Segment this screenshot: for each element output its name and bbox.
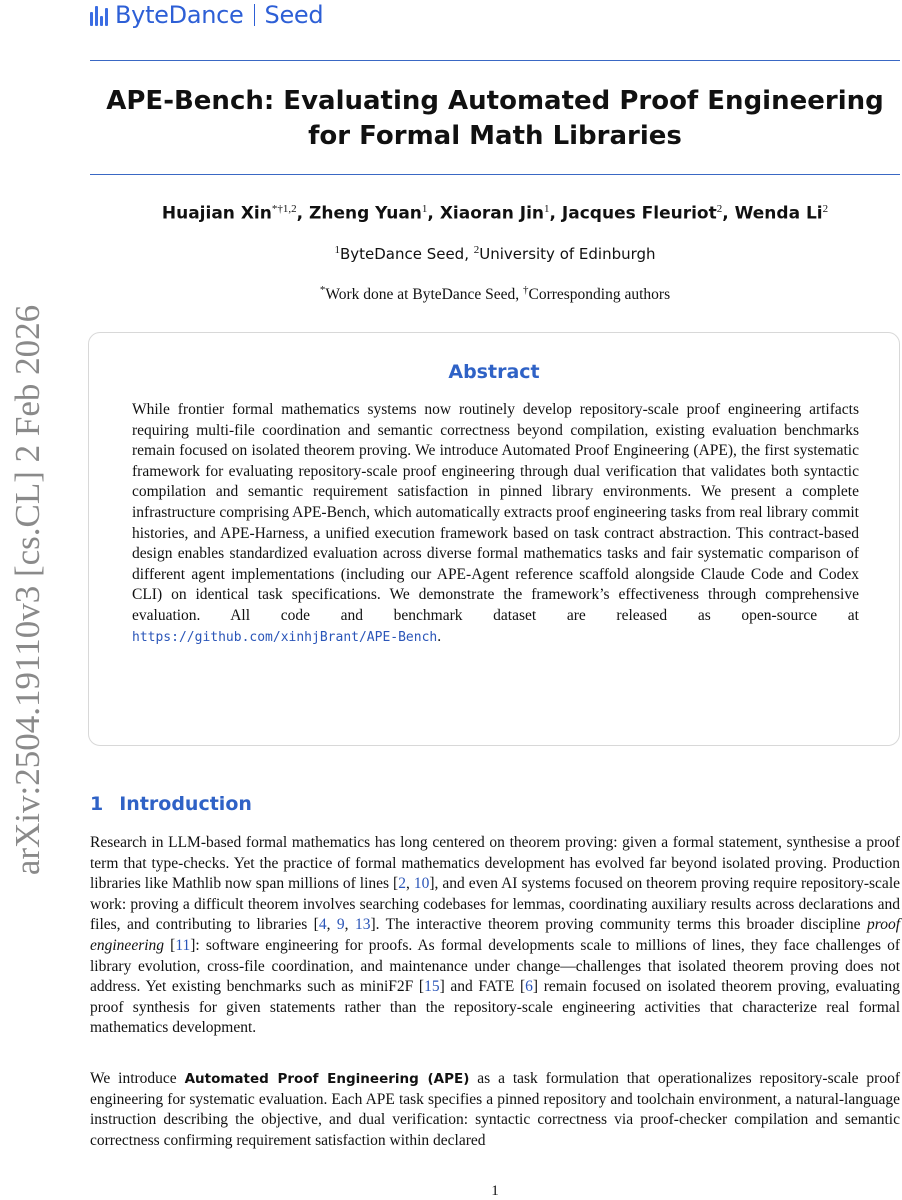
affiliations: $^1$ByteDance Seed, $^2$University of Edinburgh (334, 244, 656, 263)
section-heading (90, 793, 252, 815)
text-run: ] and FATE [ (439, 978, 526, 996)
note-text: Corresponding authors (528, 286, 671, 304)
author-marks: 1 (544, 203, 550, 215)
text-run: [ (164, 936, 176, 954)
author-marks: 1 (421, 203, 428, 215)
text-run: ], and even AI systems focused on theorem proving require repository-scale work: proving a difficult theorem involves searching codebases for lemmas, coordinating auxiliary results across declarations and files, and contributing to libraries [ (90, 875, 900, 934)
abstract-end: . (437, 627, 442, 645)
author-marks: 2 (716, 203, 723, 215)
affiliation-name: University of Edinburgh (479, 245, 656, 263)
author-name: Huajian Xin (161, 203, 272, 224)
logo-brand: ByteDance (115, 1, 244, 29)
author-name: Wenda Li (734, 203, 823, 224)
author-name: Zheng Yuan (309, 203, 422, 224)
title-rule-bottom (90, 174, 900, 175)
citation-link[interactable]: 4 (318, 916, 327, 934)
citation-link[interactable]: 6 (525, 978, 533, 996)
text-run: as a task formulation that operationalizes repository-scale proof engineering for systematic evaluation. Each APE task specifies a pinned repository and toolchain environment, a natural-language instruction describing the objective, and dual verification: syntactic correctness via proof-checker compilation and semantic correctness confirming requirement satisfaction within declared (90, 1070, 900, 1149)
affiliation-mark: 2 (473, 244, 480, 256)
author-list: Huajian Xin$^{*\dagger 1,2}$, Zheng Yuan$^1$, Xiaoran Jin$^1$, Jacques Fleuriot$^2$, Wenda Li$^2$ (161, 203, 829, 224)
affiliation-mark: 1 (334, 244, 340, 256)
abstract-body (132, 400, 859, 648)
text-run: Research in LLM-based formal mathematics has long centered on theorem proving: given a formal statement, synthesise a proof term that type-checks. Yet the practice of formal mathematics development has evolved far beyond isolated proving. Production libraries like Mathlib now span millions of lines [ (90, 834, 900, 893)
arxiv-identifier: arXiv:2504.19110v3 [cs.CL] 2 Feb 2026 (8, 304, 47, 876)
section-title: Introduction (119, 793, 252, 815)
citation-link[interactable]: 11 (175, 936, 191, 954)
abstract-text: While frontier formal mathematics systems now routinely develop repository-scale proof engineering artifacts requiring multi-file coordination and semantic correctness beyond compilation, existing evaluation benchmarks remain focused on isolated theorem proving. We introduce Automated Proof Engineering (APE), the first systematic framework for evaluating repository-scale proof engineering through dual verification that validates both syntactic compilation and semantic requirement satisfaction in pinned library environments. We present a complete infrastructure comprising APE-Bench, which automatically extracts proof engineering tasks from real library commit histories, and APE-Harness, a unified execution framework based on task contract abstraction. This contract-based design enables standardized evaluation across diverse formal mathematics tasks and fair systematic comparison of different agent implementations (including our APE-Agent reference scaffold alongside Claude Code and Codex CLI) on identical task specifications. We demonstrate the framework’s effectiveness through comprehensive evaluation. All code and benchmark dataset are released as open-source at (132, 401, 859, 624)
author-name: Jacques Fleuriot (561, 203, 717, 224)
text-run: , (344, 916, 355, 934)
author-marks: 2 (822, 203, 829, 215)
text-run: , (326, 916, 337, 934)
logo-divider (254, 4, 255, 26)
citation-link[interactable]: 15 (424, 978, 440, 996)
citation-link[interactable]: 13 (354, 916, 371, 934)
author-marks: *†1,2 (271, 203, 297, 215)
note-text: Work done at ByteDance Seed, (325, 286, 520, 304)
page-number: 1 (491, 1183, 499, 1199)
affiliation-name: ByteDance Seed (339, 245, 465, 263)
note-mark: * (319, 284, 326, 296)
author-name: Xiaoran Jin (439, 203, 545, 224)
logo-product: Seed (264, 1, 324, 29)
citation-link[interactable]: 2 (398, 875, 406, 893)
bytedance-seed-logo (90, 2, 323, 28)
text-run: , (405, 875, 414, 893)
text-run: ]. The interactive theorem proving community terms this broader discipline (370, 916, 867, 934)
text-run: We introduce (90, 1070, 185, 1087)
title-line-1: APE-Bench: Evaluating Automated Proof Engineering (106, 86, 884, 116)
emphasis-term: proof engineering (90, 916, 901, 954)
text-run: ]: software engineering for proofs. As formal developments scale to millions of lines, they face challenges of library evolution, cross-file coordination, and maintenance under change—challenges that isolated theorem proving does not address. Yet existing benchmarks such as miniF2F [ (90, 936, 901, 996)
paper-title (90, 84, 900, 154)
github-link[interactable]: https://github.com/xinhjBrant/APE-Bench (132, 629, 438, 645)
title-line-2: for Formal Math Libraries (308, 121, 682, 151)
citation-link[interactable]: 9 (336, 916, 345, 934)
intro-paragraph-1 (90, 833, 900, 1039)
bytedance-logo-icon (90, 4, 108, 26)
citation-link[interactable]: 10 (413, 875, 430, 893)
abstract-heading: Abstract (448, 361, 540, 383)
author-note (90, 284, 900, 304)
note-mark: † (522, 284, 529, 296)
section-number: 1 (90, 793, 104, 815)
title-rule-top (90, 60, 900, 61)
abstract-box (88, 332, 900, 746)
intro-paragraph-2 (90, 1069, 900, 1151)
text-run: ] remain focused on isolated theorem proving, evaluating proof synthesis for given statements rather than the repository-scale engineering activities that characterize real formal mathematics development. (90, 978, 900, 1037)
bold-term: Automated Proof Engineering (APE) (184, 1071, 470, 1087)
